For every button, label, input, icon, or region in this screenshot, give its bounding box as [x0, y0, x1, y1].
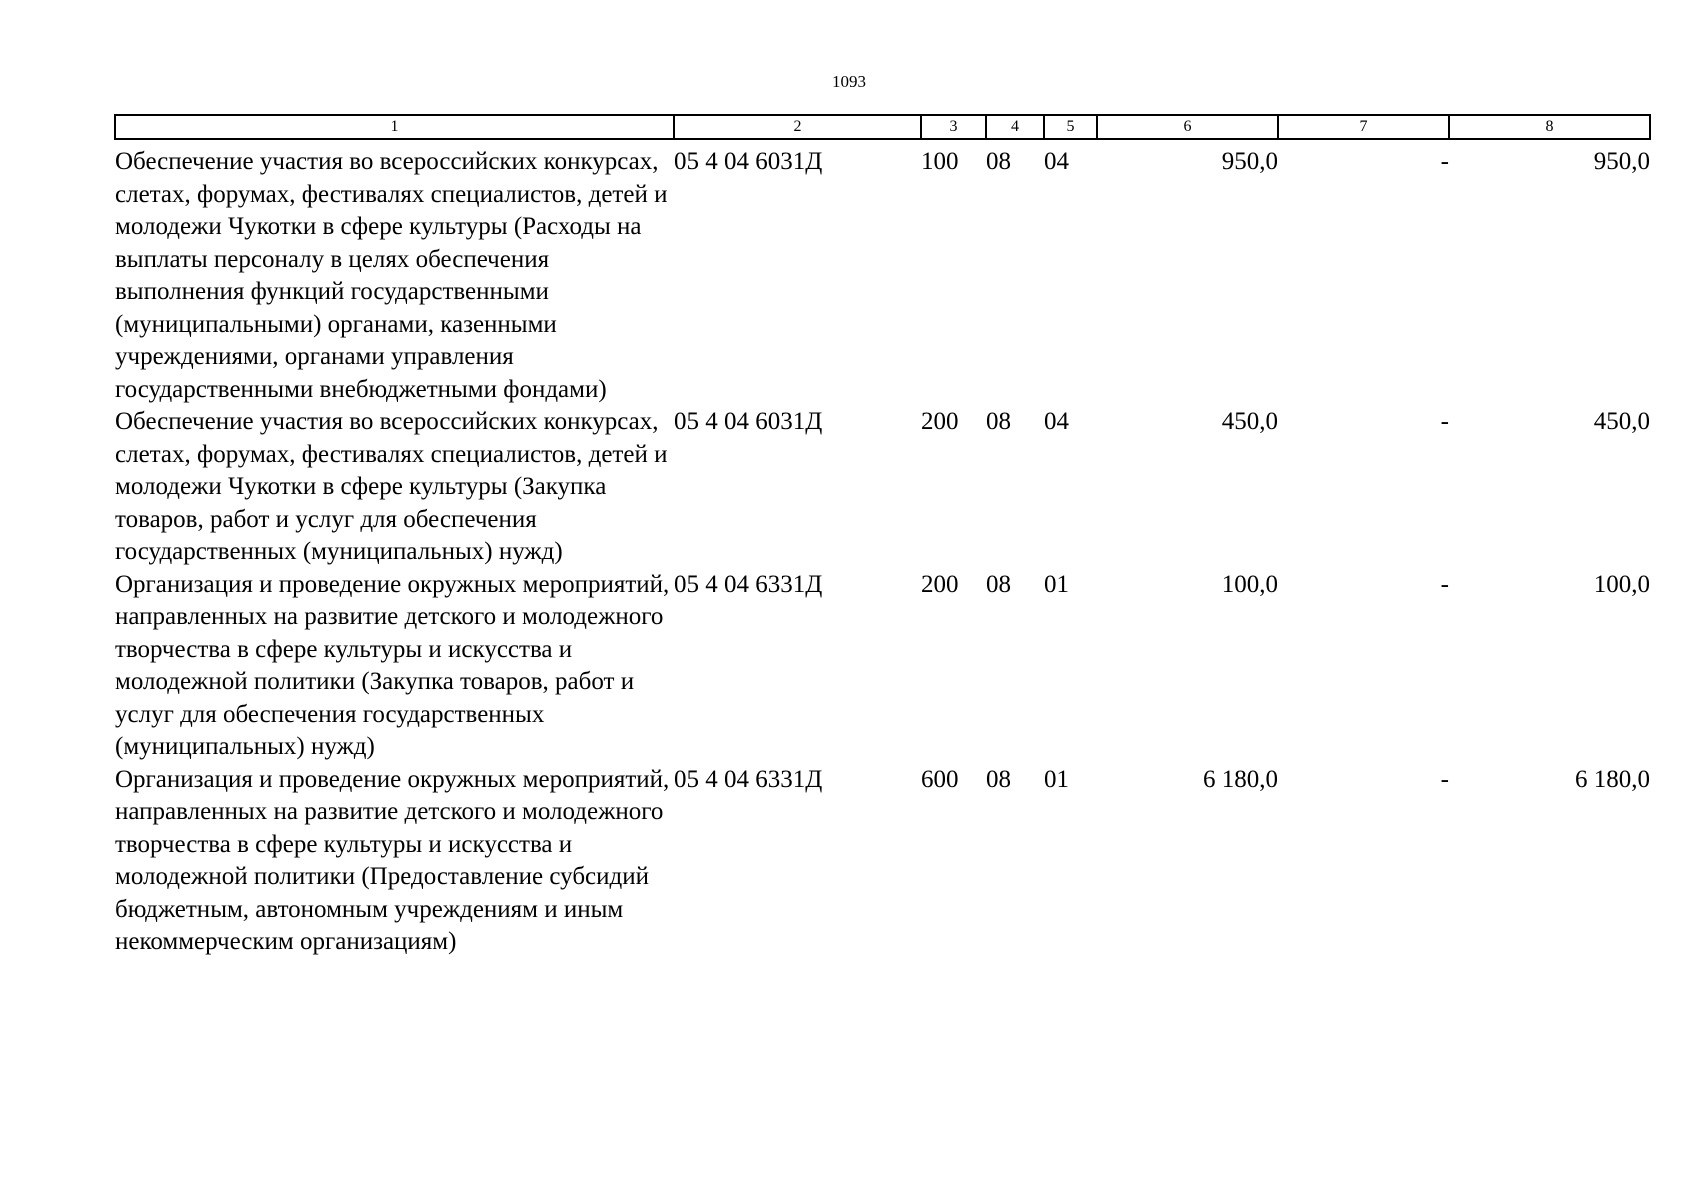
- column-header-8: 8: [1449, 115, 1650, 139]
- column-header-1: 1: [115, 115, 674, 139]
- column-header-4: 4: [986, 115, 1044, 139]
- column-header-2: 2: [674, 115, 921, 139]
- section-code: 08: [986, 408, 1011, 435]
- section-code: 08: [986, 570, 1011, 598]
- amount-col7: -: [1440, 148, 1449, 175]
- subsection-code: 01: [1044, 570, 1069, 598]
- column-number-header-row: [115, 115, 1650, 139]
- amount-col8: 950,0: [1593, 148, 1650, 175]
- amount-col7: -: [1440, 765, 1449, 793]
- subsection-code: 04: [1044, 148, 1069, 175]
- section-code: 08: [986, 148, 1011, 175]
- page-number: 1093: [832, 72, 866, 91]
- column-header-5: 5: [1044, 115, 1097, 139]
- amount-col8: 450,0: [1593, 408, 1650, 435]
- expense-type-code: 600: [921, 765, 959, 793]
- subsection-code: 01: [1044, 765, 1069, 793]
- amount-col6: 450,0: [1221, 408, 1278, 435]
- table-row: [115, 569, 1650, 764]
- expense-name: Обеспечение участия во всероссийских конкурсах, слетах, форумах, фестивалях специалистов, детей и молодежи Чукотки в сфере культуры (Расходы на выплаты персоналу в целях обеспечения выполнения функций государственными (муниципальными) органами, казенными учреждениями, органами управления государственными внебюджетными фондами): [115, 148, 668, 403]
- amount-col6: 100,0: [1221, 570, 1278, 598]
- table-row: [115, 406, 1650, 569]
- table-row: [115, 764, 1650, 959]
- column-header-7: 7: [1278, 115, 1449, 139]
- target-article-code: 05 4 04 6331Д: [674, 570, 823, 598]
- expense-name: Организация и проведение окружных мероприятий, направленных на развитие детского и молодежного творчества в сфере культуры и искусства и молодежной политики (Закупка товаров, работ и услуг для обеспечения государственных (муниципальных) нужд): [115, 570, 670, 760]
- subsection-code: 04: [1044, 408, 1069, 435]
- expense-type-code: 200: [921, 408, 959, 435]
- expense-type-code: 200: [921, 570, 959, 598]
- amount-col7: -: [1440, 408, 1449, 435]
- amount-col8: 6 180,0: [1575, 765, 1650, 793]
- expense-name: Обеспечение участия во всероссийских конкурсах, слетах, форумах, фестивалях специалистов, детей и молодежи Чукотки в сфере культуры (Закупка товаров, работ и услуг для обеспечения государственных (муниципальных) нужд): [115, 408, 668, 565]
- expense-type-code: 100: [921, 148, 959, 175]
- target-article-code: 05 4 04 6031Д: [674, 148, 823, 175]
- amount-col8: 100,0: [1593, 570, 1650, 598]
- column-header-6: 6: [1097, 115, 1278, 139]
- section-code: 08: [986, 765, 1011, 793]
- column-header-3: 3: [921, 115, 986, 139]
- amount-col6: 6 180,0: [1203, 765, 1278, 793]
- target-article-code: 05 4 04 6031Д: [674, 408, 823, 435]
- expense-name: Организация и проведение окружных мероприятий, направленных на развитие детского и молодежного творчества в сфере культуры и искусства и молодежной политики (Предоставление субсидий бюджетным, автономным учреждениям и иным некоммерческим организациям): [115, 765, 670, 955]
- budget-table: [114, 114, 1651, 959]
- amount-col6: 950,0: [1221, 148, 1278, 175]
- table-row: [115, 139, 1650, 406]
- target-article-code: 05 4 04 6331Д: [674, 765, 823, 793]
- amount-col7: -: [1440, 570, 1449, 598]
